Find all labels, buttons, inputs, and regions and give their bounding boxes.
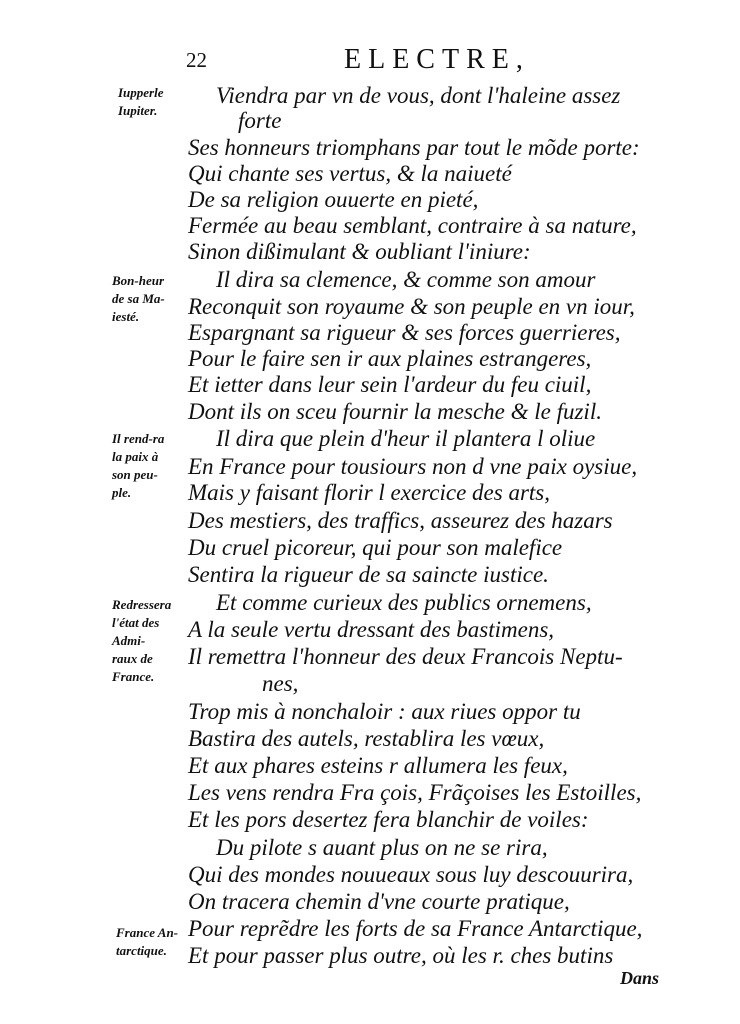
verse-line: Ses honneurs triomphans par tout le mõde porte: — [188, 135, 640, 160]
verse-line: Trop mis à nonchaloir : aux riues oppor tu — [188, 699, 581, 724]
verse-line: Pour reprẽdre les forts de sa France Antarctique, — [188, 916, 643, 941]
verse-line: On tracera chemin d'vne courte pratique, — [188, 889, 570, 914]
verse-line: Du pilote s auant plus on ne se rira, — [216, 835, 548, 860]
verse-line: Et pour passer plus outre, où les r. ches butins — [188, 943, 614, 968]
verse-line: Mais y faisant florir l exercice des arts, — [188, 480, 550, 505]
verse-line: forte — [238, 108, 282, 133]
verse-line: Et comme curieux des publics ornemens, — [216, 590, 592, 615]
verse-line: A la seule vertu dressant des bastimens, — [188, 617, 555, 642]
verse-line: Bastira des autels, restablira les vœux, — [188, 726, 545, 751]
verse-line: Des mestiers, des traffics, asseurez des hazars — [188, 508, 613, 533]
verse-line: nes, — [262, 671, 299, 696]
margin-note: Il rend-ra la paix à son peu- ple. — [112, 431, 165, 500]
verse-line: De sa religion ouuerte en pieté, — [188, 187, 479, 212]
verse-line: Il dira que plein d'heur il plantera l oliue — [216, 426, 596, 451]
verse-line: Fermée au beau semblant, contraire à sa nature, — [188, 213, 637, 238]
running-title: ELECTRE, — [344, 44, 530, 75]
verse-line: Reconquit son royaume & son peuple en vn iour, — [188, 294, 635, 319]
margin-note: Iupperle Iupiter. — [118, 85, 164, 118]
verse-line: Espargnant sa rigueur & ses forces guerrieres, — [188, 320, 621, 345]
verse-line: Pour le faire sen ir aux plaines estrangeres, — [188, 346, 592, 371]
verse-line: En France pour tousiours non d vne paix oysiue, — [188, 454, 638, 479]
verse-line: Sinon dißimulant & oubliant l'iniure: — [188, 239, 531, 264]
verse-line: Qui des mondes nouueaux sous luy descouurira, — [188, 862, 634, 887]
verse-line: Et ietter dans leur sein l'ardeur du feu ciuil, — [188, 372, 592, 397]
verse-line: Du cruel picoreur, qui pour son malefice — [188, 535, 563, 560]
margin-note: Redressera l'état des Admi- raux de France. — [112, 597, 172, 684]
verse-line: Dont ils on sceu fournir la mesche & le fuzil. — [188, 399, 602, 424]
margin-note: France An- tarctique. — [116, 925, 178, 958]
verse-line: Et aux phares esteins r allumera les feux, — [188, 753, 568, 778]
margin-note: Bon-heur de sa Ma- iesté. — [112, 273, 165, 324]
catchword: Dans — [620, 968, 660, 988]
verse-line: Et les pors desertez fera blanchir de voiles: — [188, 807, 589, 832]
page-number: 22 — [186, 48, 207, 72]
verse-line: Sentira la rigueur de sa saincte iustice. — [188, 562, 549, 587]
verse-line: Viendra par vn de vous, dont l'haleine assez — [216, 83, 621, 108]
verse-line: Il dira sa clemence, & comme son amour — [216, 267, 596, 292]
verse-line: Les vens rendra Fra çois, Frãçoises les Estoilles, — [188, 780, 642, 805]
verse-line: Il remettra l'honneur des deux Francois Neptu- — [188, 644, 623, 669]
running-header — [0, 44, 740, 80]
verse-line: Qui chante ses vertus, & la naiueté — [188, 161, 512, 186]
